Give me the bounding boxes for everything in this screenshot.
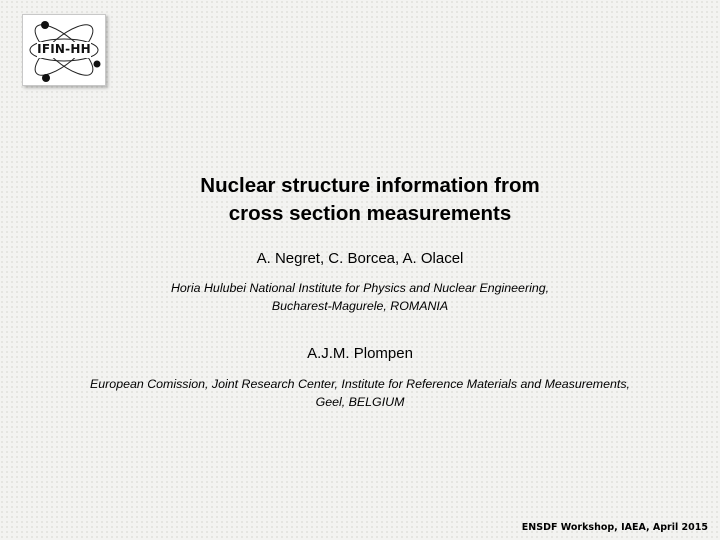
authors: A. Negret, C. Borcea, A. Olacel bbox=[256, 250, 464, 267]
title-line-2: cross section measurements bbox=[228, 202, 512, 225]
affiliation-2-line-2: Geel, BELGIUM bbox=[315, 395, 405, 409]
affiliation-2-line-1: European Comission, Joint Research Center, Institute for Reference Materials and Measurements, bbox=[90, 377, 630, 391]
affiliation-1 bbox=[60, 279, 660, 315]
affiliation-1-line-2: Bucharest-Magurele, ROMANIA bbox=[271, 299, 449, 313]
slide-title bbox=[100, 172, 640, 228]
logo-text: IFIN-HH bbox=[37, 42, 91, 56]
footer-text: ENSDF Workshop, IAEA, April 2015 bbox=[521, 522, 708, 533]
institute-logo bbox=[22, 14, 106, 86]
author-2: A.J.M. Plompen bbox=[307, 345, 413, 362]
title-line-1: Nuclear structure information from bbox=[200, 174, 540, 197]
affiliation-2 bbox=[20, 375, 700, 411]
affiliation-1-line-1: Horia Hulubei National Institute for Physics and Nuclear Engineering, bbox=[170, 281, 550, 295]
